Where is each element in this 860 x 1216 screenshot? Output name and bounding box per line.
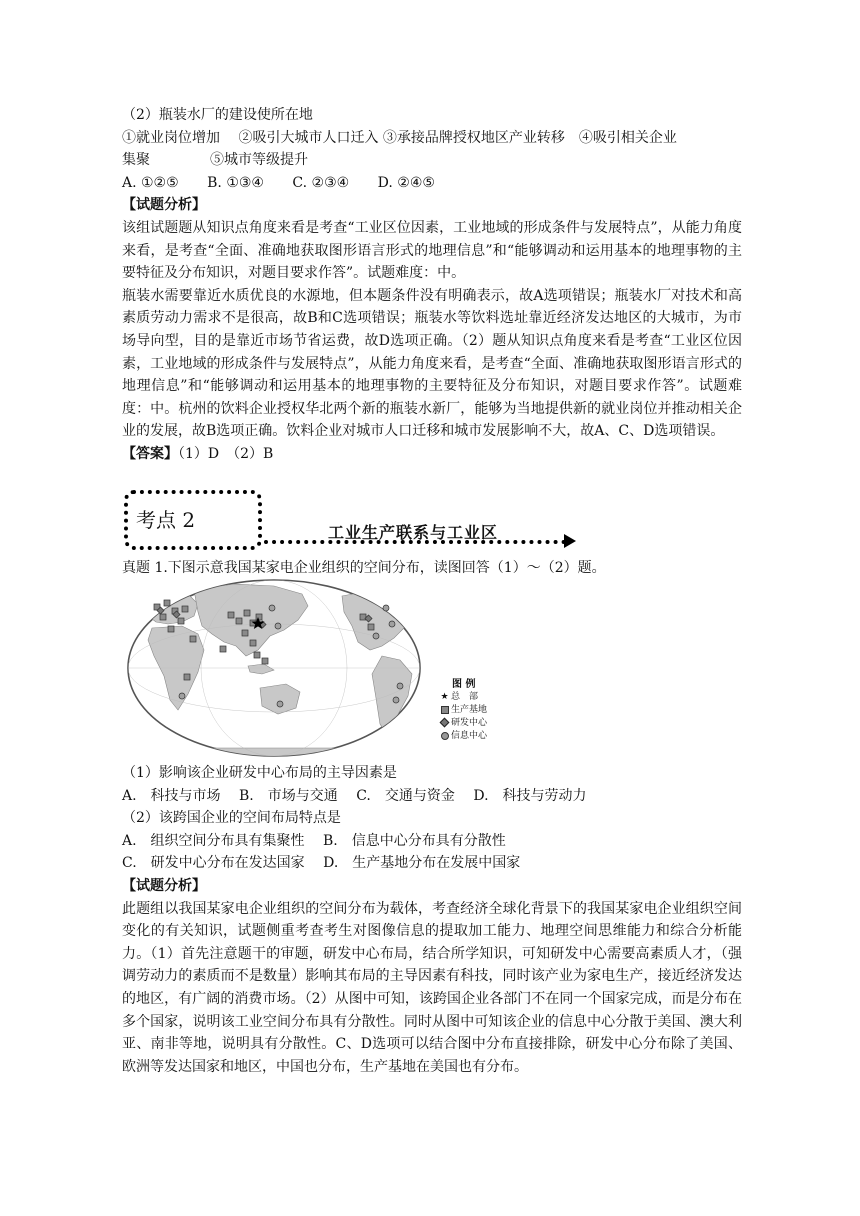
sub1-option-a: A. 科技与市场 xyxy=(122,787,221,804)
sub1-option-b: B. 市场与交通 xyxy=(239,787,338,804)
sub1-option-d: D. 科技与劳动力 xyxy=(473,787,587,804)
diamond-icon xyxy=(440,717,449,730)
answer-line xyxy=(122,443,742,466)
legend-label-information: 信息中心 xyxy=(451,731,488,741)
sub1-option-c: C. 交通与资金 xyxy=(356,787,455,804)
question-intro: 真题 1.下图示意我国某家电企业组织的空间分布，读图回答（1）～（2）题。 xyxy=(122,560,606,576)
analysis2-paragraph: 此题组以我国某家电企业组织的空间分布为载体，考查经济全球化背景下的我国某家电企业组织空间变化的有关知识，试题侧重考查考生对图像信息的提取加工能力、地理空间思维能力和综合分析能力。（1）首先注意题干的审题，研发中心布局，结合所学知识，可知研发中心需要高素质人才，（强调劳动力的素质而不是数量）影响其布局的主导因素有科技，同时该产业为家电生产，接近经济发达的地区，有广阔的消费市场。（2）从图中可知，该跨国企业各部门不在同一个国家完成，而是分布在多个国家，说明该工业空间分布具有分散性。同时从图中可知该企业的信息中心分散于美国、澳大利亚、南非等地，说明具有分散性。C、D选项可以结合图中分布直接排除，研发中心分布除了美国、欧洲等发达国家和地区，中国也分布，生产基地在美国也有分布。 xyxy=(122,900,742,1075)
q2-choices-line1: ①就业岗位增加 ②吸引大城市人口迁入 ③承接品牌授权地区产业转移 ④吸引相关企业 xyxy=(122,129,677,146)
circle-icon xyxy=(440,730,449,743)
answer-text: （1）D （2）B xyxy=(178,445,274,462)
analysis-paragraph-2: 瓶装水需要靠近水质优良的水源地，但本题条件没有明确表示，故A选项错误；瓶装水厂对技术和高素质劳动力需求不是很高，故B和C选项错误；瓶装水等饮料选址靠近经济发达地区的大城市，为市场导向型，目的是靠近市场节省运费，故D选项正确。（2）题从知识点角度来看是考查“工业区位因素，工业地域的形成条件与发展特点”，从能力角度来看，是考查“全面、准确地获取图形语言形式的地理信息”和“能够调动和运用基本的地理事物的主要特征及分布知识，对题目要求作答”。试题难度：中。杭州的饮料企业授权华北两个新的瓶装水新厂，能够为当地提供新的就业岗位并推动相关企业的发展，故B选项正确。饮料企业对城市人口迁移和城市发展影响不大，故A、C、D选项错误。 xyxy=(122,287,742,440)
sub2-option-b: B. 信息中心分布具有分散性 xyxy=(323,832,506,849)
q2-choices-line2a: 集聚 xyxy=(122,152,150,169)
sub2-options-row1 xyxy=(122,830,742,853)
map-legend xyxy=(440,678,520,743)
legend-label-research: 研发中心 xyxy=(451,718,488,728)
q2-option-d: D. ②④⑤ xyxy=(377,174,435,191)
legend-row-information xyxy=(440,730,520,743)
answer-label: 【答案】 xyxy=(122,445,178,462)
question-block-1 xyxy=(122,104,742,466)
q2-option-b: B. ①③④ xyxy=(207,174,264,191)
section-label: 考点 2 xyxy=(136,508,196,532)
legend-label-production: 生产基地 xyxy=(451,705,488,715)
sub2-option-c: C. 研发中心分布在发达国家 xyxy=(122,855,305,872)
legend-row-headquarters xyxy=(440,691,520,704)
square-icon xyxy=(440,704,449,717)
section-dotted-arrow-line xyxy=(264,540,566,544)
section-title: 工业生产联系与工业区 xyxy=(328,523,499,542)
legend-title: 图 例 xyxy=(452,679,476,690)
q2-option-a: A. ①②⑤ xyxy=(122,174,179,191)
sub2-stem: （2）该跨国企业的空间布局特点是 xyxy=(122,810,341,827)
analysis-paragraph-1: 该组试题题从知识点角度来看是考查“工业区位因素，工业地域的形成条件与发展特点”，从能力角度来看，是考查“全面、准确地获取图形语言形式的地理信息”和“能够调动和运用基本的地理事物的主要特征及分布知识，对题目要求作答”。试题难度：中。 xyxy=(122,219,742,282)
q2-stem: （2）瓶装水厂的建设使所在地 xyxy=(122,107,313,123)
star-icon: ★ xyxy=(440,692,449,702)
analysis2-heading: 【试题分析】 xyxy=(122,877,206,894)
analysis-heading: 【试题分析】 xyxy=(122,197,206,214)
q2-choices-line2b: ⑤城市等级提升 xyxy=(210,152,308,169)
question-block-2 xyxy=(122,762,742,1078)
legend-row-research xyxy=(440,717,520,730)
sub2-option-d: D. 生产基地分布在发展中国家 xyxy=(323,855,521,872)
legend-label-headquarters: 总 部 xyxy=(451,692,479,702)
legend-row-production xyxy=(440,704,520,717)
sub1-options xyxy=(122,785,742,808)
q2-option-c: C. ②③④ xyxy=(292,174,350,191)
section-banner xyxy=(122,488,592,558)
arrow-head-icon xyxy=(564,534,576,548)
sub2-options-row2 xyxy=(122,852,742,875)
sub2-option-a: A. 组织空间分布具有集聚性 xyxy=(122,832,305,849)
q2-choices-line2 xyxy=(122,149,742,172)
sub1-stem: （1）影响该企业研发中心布局的主导因素是 xyxy=(122,765,397,781)
q2-options xyxy=(122,172,742,195)
continent-antarctica xyxy=(134,748,414,762)
